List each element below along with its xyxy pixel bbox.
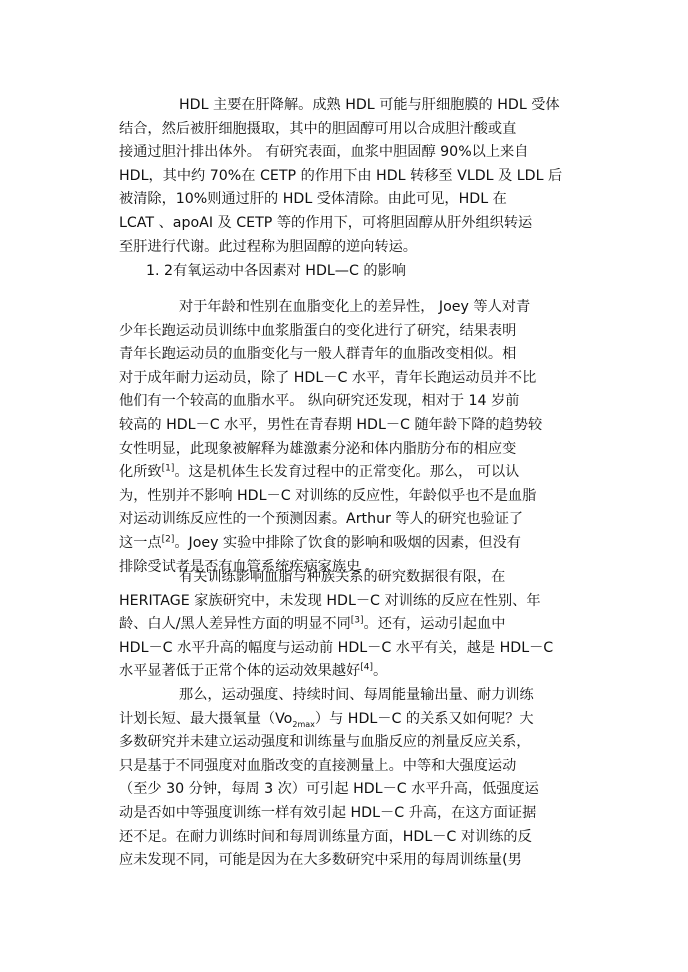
text-line: LCAT 、apoAI 及 CETP 等的作用下，可将胆固醇从肝外组织转运 [119,214,533,231]
text-line: 只是基于不同强度对血脂改变的直接测量上。中等和大强度运动 [119,757,517,774]
citation-2[interactable]: [2] [161,534,175,545]
text-line: 至肝进行代谢。此过程称为胆固醇的逆向转运。 [119,238,417,255]
text-fragment: 化所致 [119,464,162,481]
text-line: HERITAGE 家族研究中，未发现 HDL－C 对训练的反应在性别、年 [119,592,541,609]
vo2max-subscript: 2max [292,719,315,729]
text-fragment: 这一点 [119,534,162,551]
text-line: 为，性别并不影响 HDL－C 对训练的反应性，年龄似乎也不是血脂 [119,487,537,504]
text-line [119,532,579,556]
text-fragment: 计划长短、最大摄氧量（Vo [119,710,293,727]
text-line: 少年长跑运动员训练中血浆脂蛋白的变化进行了研究，结果表明 [119,322,517,339]
text-line: 结合，然后被肝细胞摄取，其中的胆固醇可用以合成胆汁酸或直 [119,120,517,137]
text-line: 有关训练影响血脂与种族关系的研究数据很有限，在 [179,569,506,585]
text-line: 还不足。在耐力训练时间和每周训练量方面，HDL－C 对训练的反 [119,828,532,845]
paragraph-hdl-degradation [119,94,579,259]
text-line: 对于年龄和性别在血脂变化上的差异性， Joey 等人对青 [179,299,531,315]
citation-3[interactable]: [3] [350,615,364,626]
text-line: 他们有一个较高的血脂水平。 纵向研究还发现，相对于 14 岁前 [119,393,520,410]
text-line [119,708,579,732]
text-fragment: 水平显著低于正常个体的运动效果越好 [119,663,361,680]
text-line: 青年长跑运动员的血脂变化与一般人群青年的血脂改变相似。相 [119,346,517,363]
text-line: 较高的 HDL－C 水平，男性在青春期 HDL－C 随年龄下降的趋势较 [119,416,543,433]
text-line: 多数研究并未建立运动强度和训练量与血脂反应的剂量反应关系， [119,734,531,751]
text-line: 对于成年耐力运动员，除了 HDL－C 水平，青年长跑运动员并不比 [119,369,537,386]
citation-4[interactable]: [4] [360,662,373,673]
text-line: HDL 主要在肝降解。成熟 HDL 可能与肝细胞膜的 HDL 受体 [179,97,560,113]
text-fragment: 。 [372,663,388,680]
text-line: （至少 30 分钟，每周 3 次）可引起 HDL－C 水平升高，低强度运 [119,781,539,798]
paragraph-intensity [119,684,579,873]
text-line: 接通过胆汁排出体外。 有研究表面，血浆中胆固醇 90%以上来自 [119,144,529,161]
text-line: 那么，运动强度、持续时间、每周能量输出量、耐力训练 [179,687,534,703]
text-fragment: 。还有，运动引起血中 [363,616,506,633]
text-line: 排除受试者是否有血管系统疾病家族史 。 [119,558,379,575]
paragraph-race [119,566,579,684]
text-line [119,660,579,684]
text-line: 动是否如中等强度训练一样有效引起 HDL－C 升高，在这方面证据 [119,804,537,821]
text-line: 被清除，10%则通过肝的 HDL 受体清除。由此可见，HDL 在 [119,191,507,208]
paragraph-age-gender [119,296,579,579]
text-line: HDL，其中约 70%在 CETP 的作用下由 HDL 转移至 VLDL 及 LDL 后 [119,167,563,184]
text-line [119,461,579,485]
text-line: 应未发现不同，可能是因为在大多数研究中采用的每周训练量(男 [119,852,522,869]
text-fragment: 。这是机体生长发育过程中的正常变化。那么， 可以认 [174,464,520,481]
text-fragment: 。Joey 实验中排除了饮食的影响和吸烟的因素，但没有 [174,534,521,551]
text-line: HDL－C 水平升高的幅度与运动前 HDL－C 水平有关，越是 HDL－C [119,639,554,656]
section-heading: 1. 2有氧运动中各因素对 HDL—C 的影响 [146,263,406,279]
text-fragment: ）与 HDL－C 的关系又如何呢？大 [314,710,534,727]
text-line: 女性明显，此现象被解释为雄激素分泌和体内脂肪分布的相应变 [119,440,517,457]
citation-1[interactable]: [1] [161,463,175,474]
text-line: 对运动训练反应性的一个预测因素。Arthur 等人的研究也验证了 [119,511,524,528]
text-line [119,613,579,637]
text-fragment: 龄、白人/黑人差异性方面的明显不同 [119,616,351,633]
